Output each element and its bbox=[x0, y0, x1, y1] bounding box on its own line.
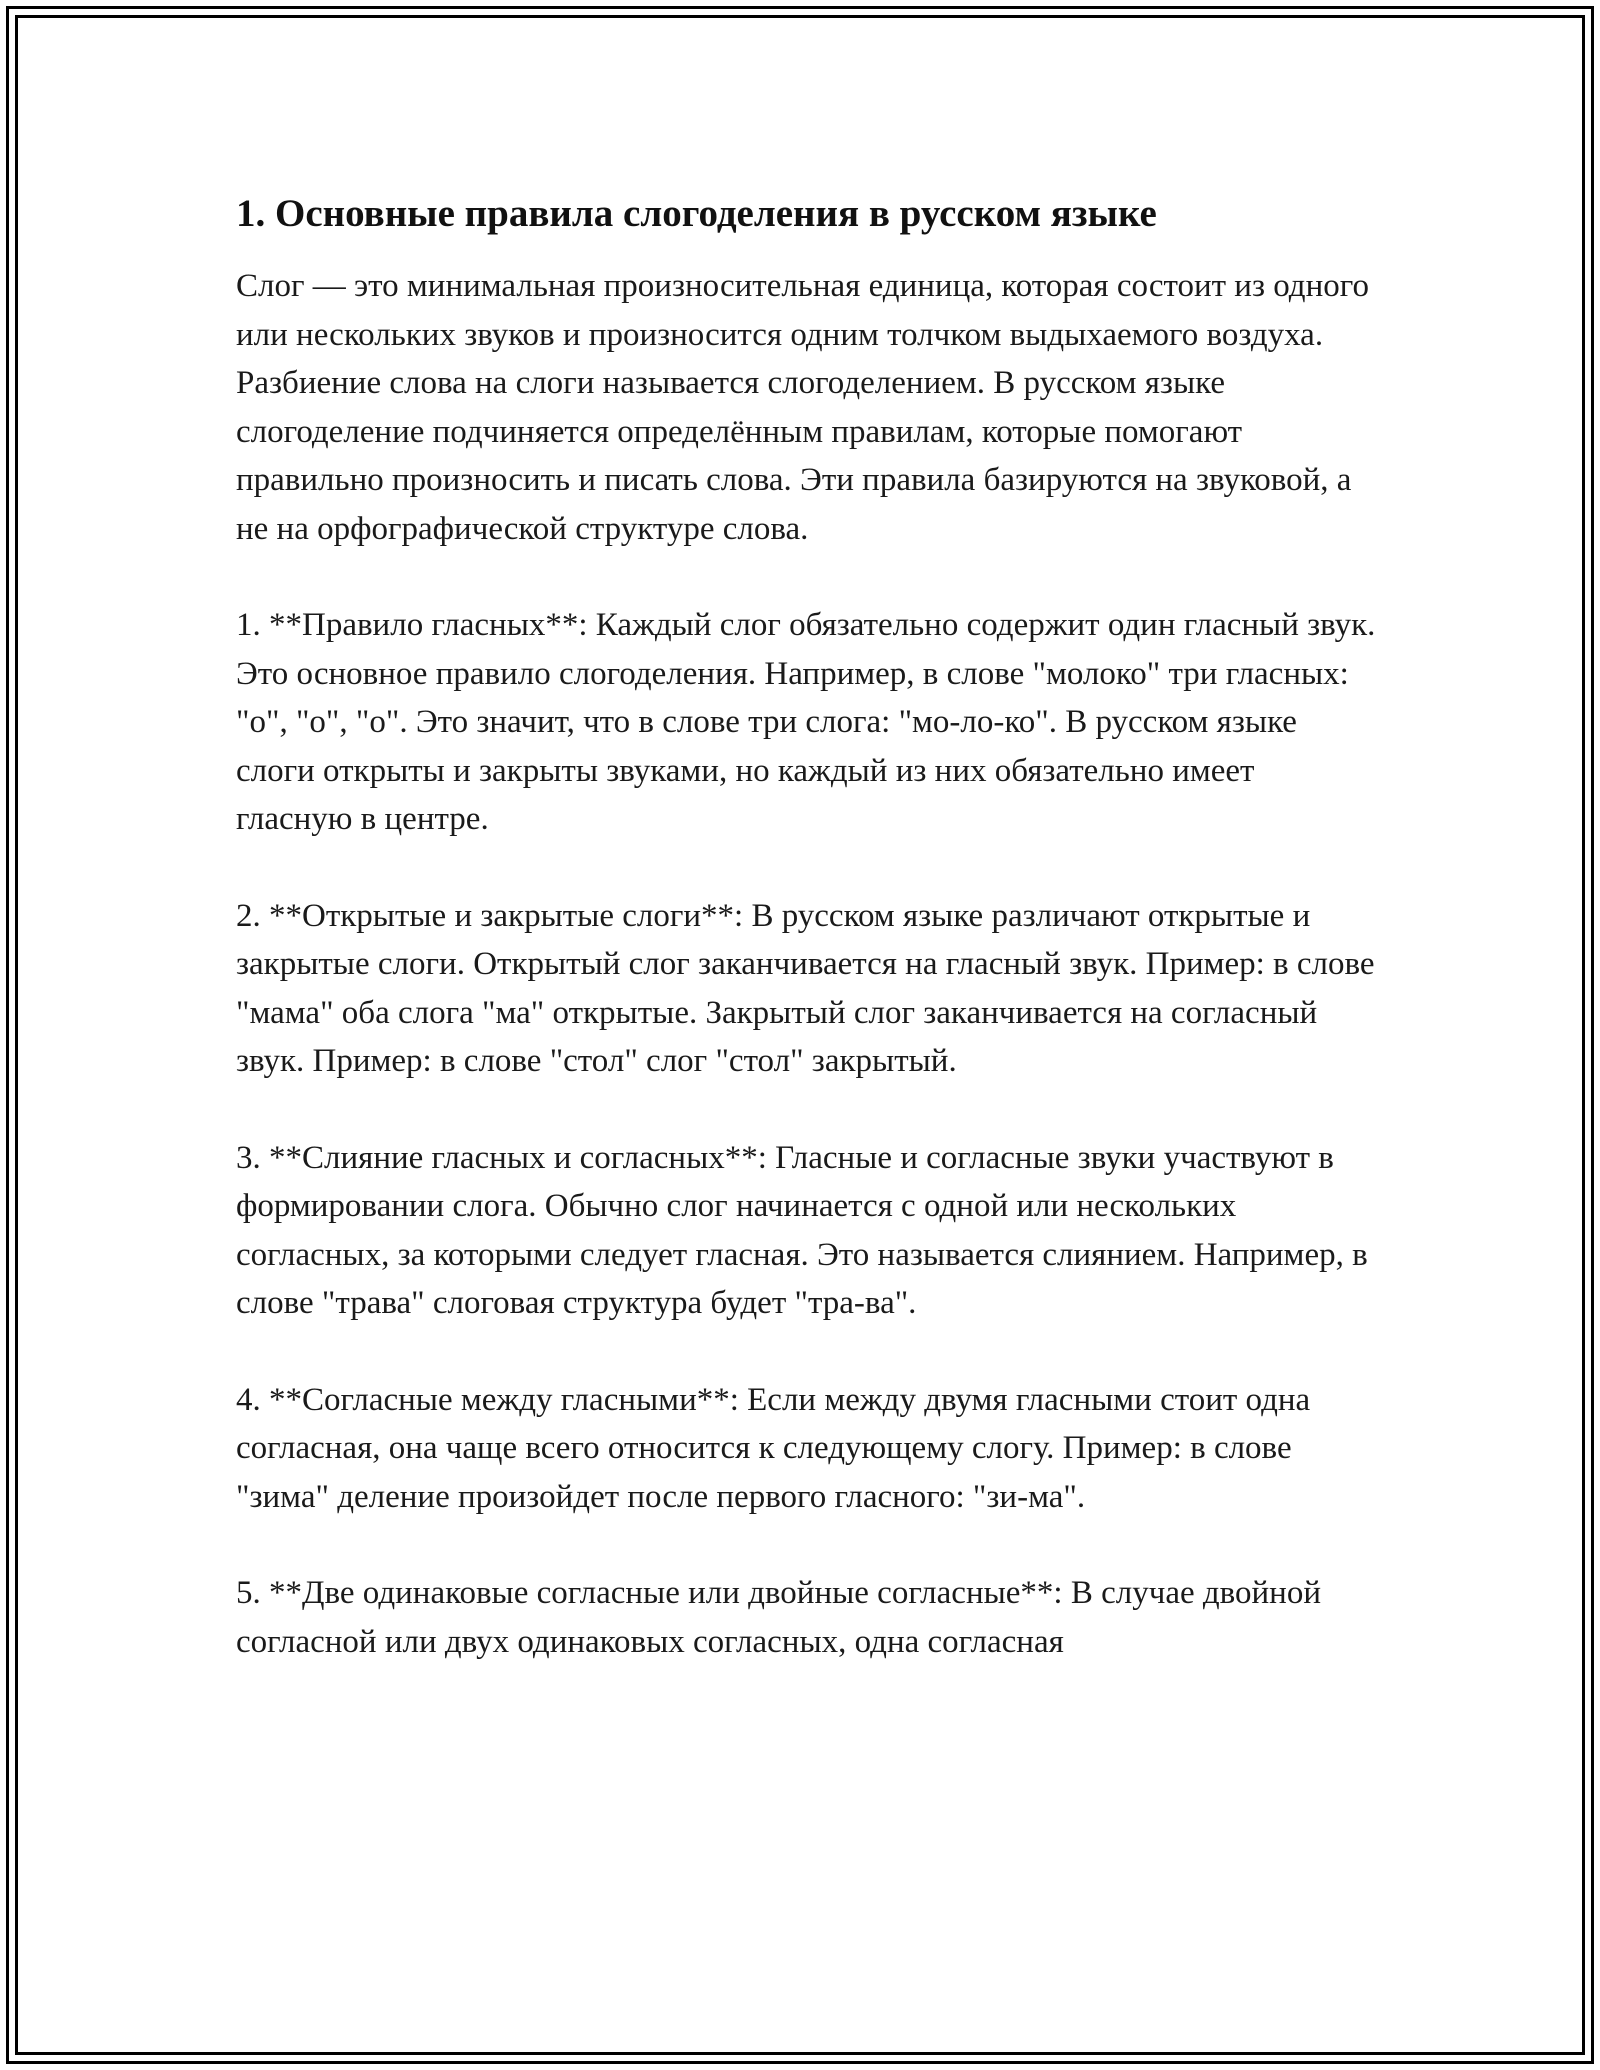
rule-5-paragraph: 5. **Две одинаковые согласные или двойные согласные**: В случае двойной согласной или двух одинаковых согласных, одна согласная bbox=[236, 1575, 1321, 1660]
document-body bbox=[236, 186, 1376, 1714]
rule-4-paragraph: 4. **Согласные между гласными**: Если между двумя гласными стоит одна согласная, она чаще всего относится к следующему слогу. Пример: в слове "зима" деление произойдет после первого гласного: "зи-ма". bbox=[236, 1381, 1311, 1515]
section-heading: 1. Основные правила слогоделения в русском языке bbox=[236, 192, 1157, 235]
intro-paragraph: Слог — это минимальная произносительная единица, которая состоит из одного или нескольких звуков и произносится одним толчком выдыхаемого воздуха. Разбиение слова на слоги называется слогоделением. В русском языке слогоделение подчиняется определённым правилам, которые помогают правильно произносить и писать слова. Эти правила базируются на звуковой, а не на орфографической структуре слова. bbox=[236, 268, 1369, 547]
rule-1-paragraph: 1. **Правило гласных**: Каждый слог обязательно содержит один гласный звук. Это основное правило слогоделения. Например, в слове "молоко" три гласных: "о", "о", "о". Это значит, что в слове три слога: "мо-ло-ко". В русском языке слоги открыты и закрыты звуками, но каждый из них обязательно имеет гласную в центре. bbox=[236, 607, 1376, 837]
rule-3-paragraph: 3. **Слияние гласных и согласных**: Гласные и согласные звуки участвуют в формировании слога. Обычно слог начинается с одной или нескольких согласных, за которыми следует гласная. Это называется слиянием. Например, в слове "трава" слоговая структура будет "тра-ва". bbox=[236, 1139, 1368, 1321]
rule-2-paragraph: 2. **Открытые и закрытые слоги**: В русском языке различают открытые и закрытые слоги. Открытый слог заканчивается на гласный звук. Пример: в слове "мама" оба слога "ма" открытые. Закрытый слог заканчивается на согласный звук. Пример: в слове "стол" слог "стол" закрытый. bbox=[236, 897, 1375, 1079]
